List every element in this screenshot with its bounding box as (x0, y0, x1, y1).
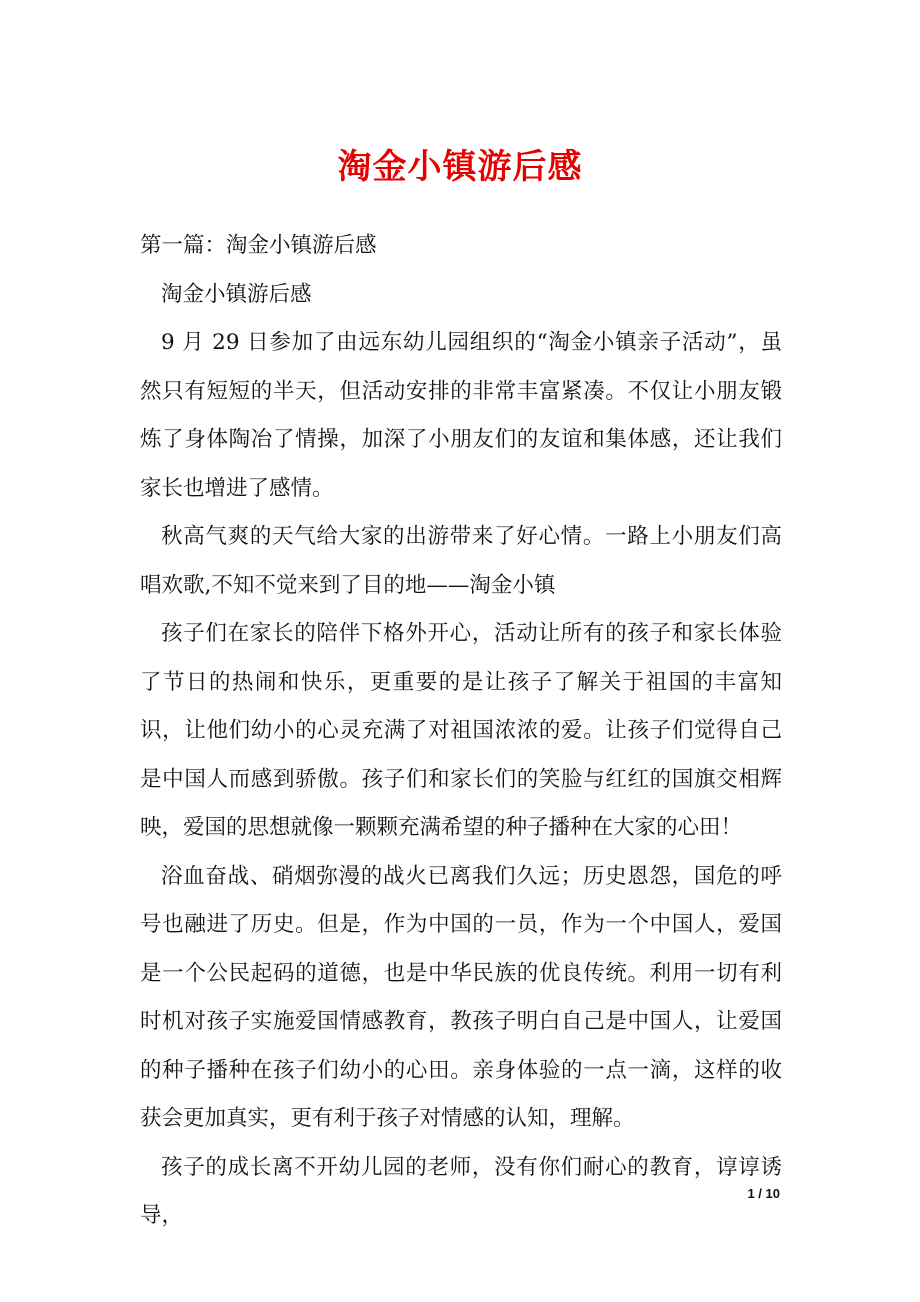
paragraph: 孩子们在家长的陪伴下格外开心，活动让所有的孩子和家长体验了节日的热闹和快乐，更重要的是让孩子了解关于祖国的丰富知识，让他们幼小的心灵充满了对祖国浓浓的爱。让孩子们觉得自己是中国人而感到骄傲。孩子们和家长们的笑脸与红红的国旗交相辉映，爱国的思想就像一颗颗充满希望的种子播种在大家的心田！ (140, 621, 782, 840)
document-title: 淘金小镇游后感 (337, 147, 583, 187)
paragraph: 秋高气爽的天气给大家的出游带来了好心情。一路上小朋友们高唱欢歌,不知不觉来到了目的地——淘金小镇 (140, 524, 782, 598)
page-number: 1 / 10 (747, 1186, 780, 1201)
paragraph: 孩子的成长离不开幼儿园的老师，没有你们耐心的教育，谆谆诱导， (140, 1154, 782, 1228)
paragraph: 浴血奋战、硝烟弥漫的战火已离我们久远；历史恩怨，国危的呼号也融进了历史。但是，作为中国的一员，作为一个中国人，爱国是一个公民起码的道德，也是中华民族的优良传统。利用一切有利时机对孩子实施爱国情感教育，教孩子明白自己是中国人，让爱国的种子播种在孩子们幼小的心田。亲身体验的一点一滴，这样的收获会更加真实，更有利于孩子对情感的认知，理解。 (140, 863, 782, 1131)
subheading: 淘金小镇游后感 (161, 281, 312, 307)
section-heading: 第一篇：淘金小镇游后感 (140, 233, 377, 258)
paragraph: 9 月 29 日参加了由远东幼儿园组织的“淘金小镇亲子活动”，虽然只有短短的半天，但活动安排的非常丰富紧凑。不仅让小朋友锻炼了身体陶冶了情操，加深了小朋友们的友谊和集体感，还让我们家长也增进了感情。 (140, 330, 782, 501)
document-body (140, 222, 782, 1241)
